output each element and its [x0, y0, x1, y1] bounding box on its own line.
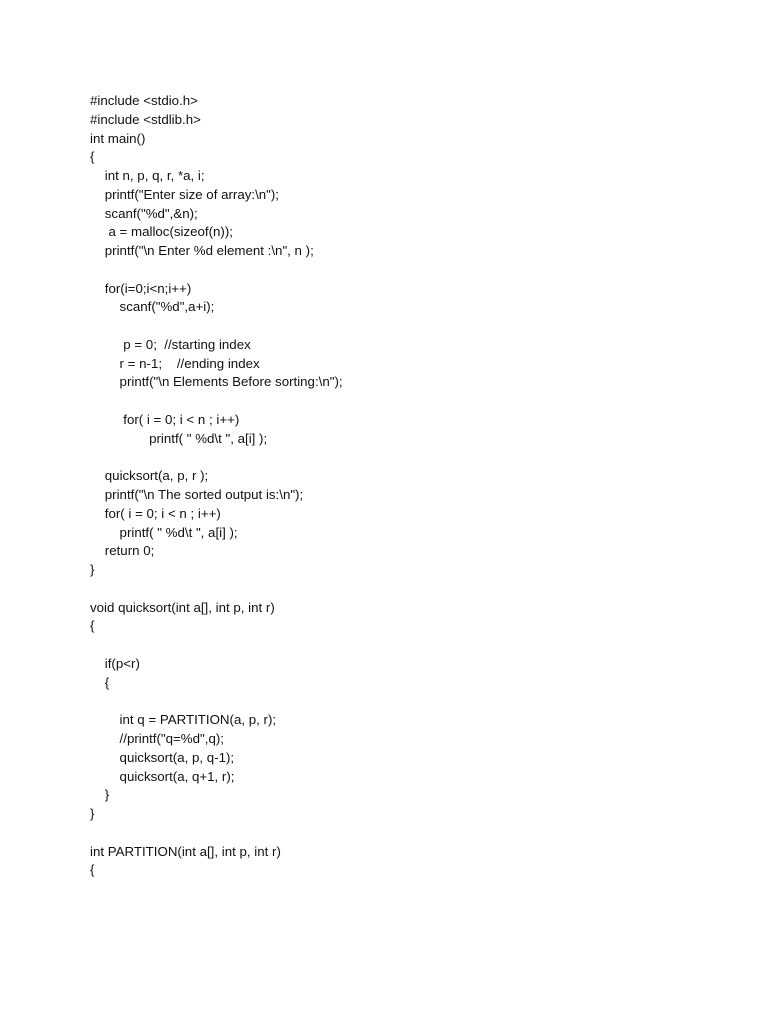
code-line: #include <stdio.h>	[90, 93, 198, 108]
code-line	[90, 449, 730, 468]
code-line: int main()	[90, 130, 146, 146]
code-line	[90, 636, 730, 655]
code-line: {	[90, 149, 95, 165]
code-line: //printf("q=%d",q);	[90, 731, 224, 747]
code-line: printf("\n Enter %d element :\n", n );	[90, 243, 314, 259]
code-line: scanf("%d",&n);	[90, 205, 198, 221]
code-line: for( i = 0; i < n ; i++)	[90, 412, 240, 428]
code-line: quicksort(a, q+1, r);	[90, 768, 235, 784]
code-line: scanf("%d",a+i);	[90, 299, 215, 315]
code-line: }	[90, 787, 110, 803]
code-line: printf("\n Elements Before sorting:\n");	[90, 374, 343, 390]
code-line: for( i = 0; i < n ; i++)	[90, 505, 221, 521]
code-line	[90, 580, 730, 599]
code-line: printf("Enter size of array:\n");	[90, 186, 280, 202]
code-line: {	[90, 618, 95, 634]
code-line: {	[90, 862, 95, 878]
code-line	[90, 317, 730, 336]
code-line: a = malloc(sizeof(n));	[90, 224, 233, 240]
code-line: int PARTITION(int a[], int p, int r)	[90, 843, 281, 859]
code-line: quicksort(a, p, r );	[90, 468, 209, 484]
code-line: {	[90, 674, 110, 690]
code-line: return 0;	[90, 543, 155, 559]
code-listing	[90, 92, 730, 880]
code-line: void quicksort(int a[], int p, int r)	[90, 599, 275, 615]
code-line: printf( " %d\t ", a[i] );	[90, 430, 268, 446]
code-line: int n, p, q, r, *a, i;	[90, 168, 205, 184]
code-line: }	[90, 562, 95, 578]
code-line	[90, 261, 730, 280]
code-line: }	[90, 806, 95, 822]
code-line: for(i=0;i<n;i++)	[90, 280, 192, 296]
code-line: printf( " %d\t ", a[i] );	[90, 524, 238, 540]
code-line: r = n-1; //ending index	[90, 355, 260, 371]
code-line: quicksort(a, p, q-1);	[90, 749, 235, 765]
code-line	[90, 693, 730, 712]
code-line: int q = PARTITION(a, p, r);	[90, 712, 277, 728]
code-line	[90, 824, 730, 843]
code-line: p = 0; //starting index	[90, 336, 251, 352]
code-line	[90, 392, 730, 411]
code-line: if(p<r)	[90, 655, 140, 671]
code-line: #include <stdlib.h>	[90, 111, 201, 127]
code-line: printf("\n The sorted output is:\n");	[90, 487, 304, 503]
